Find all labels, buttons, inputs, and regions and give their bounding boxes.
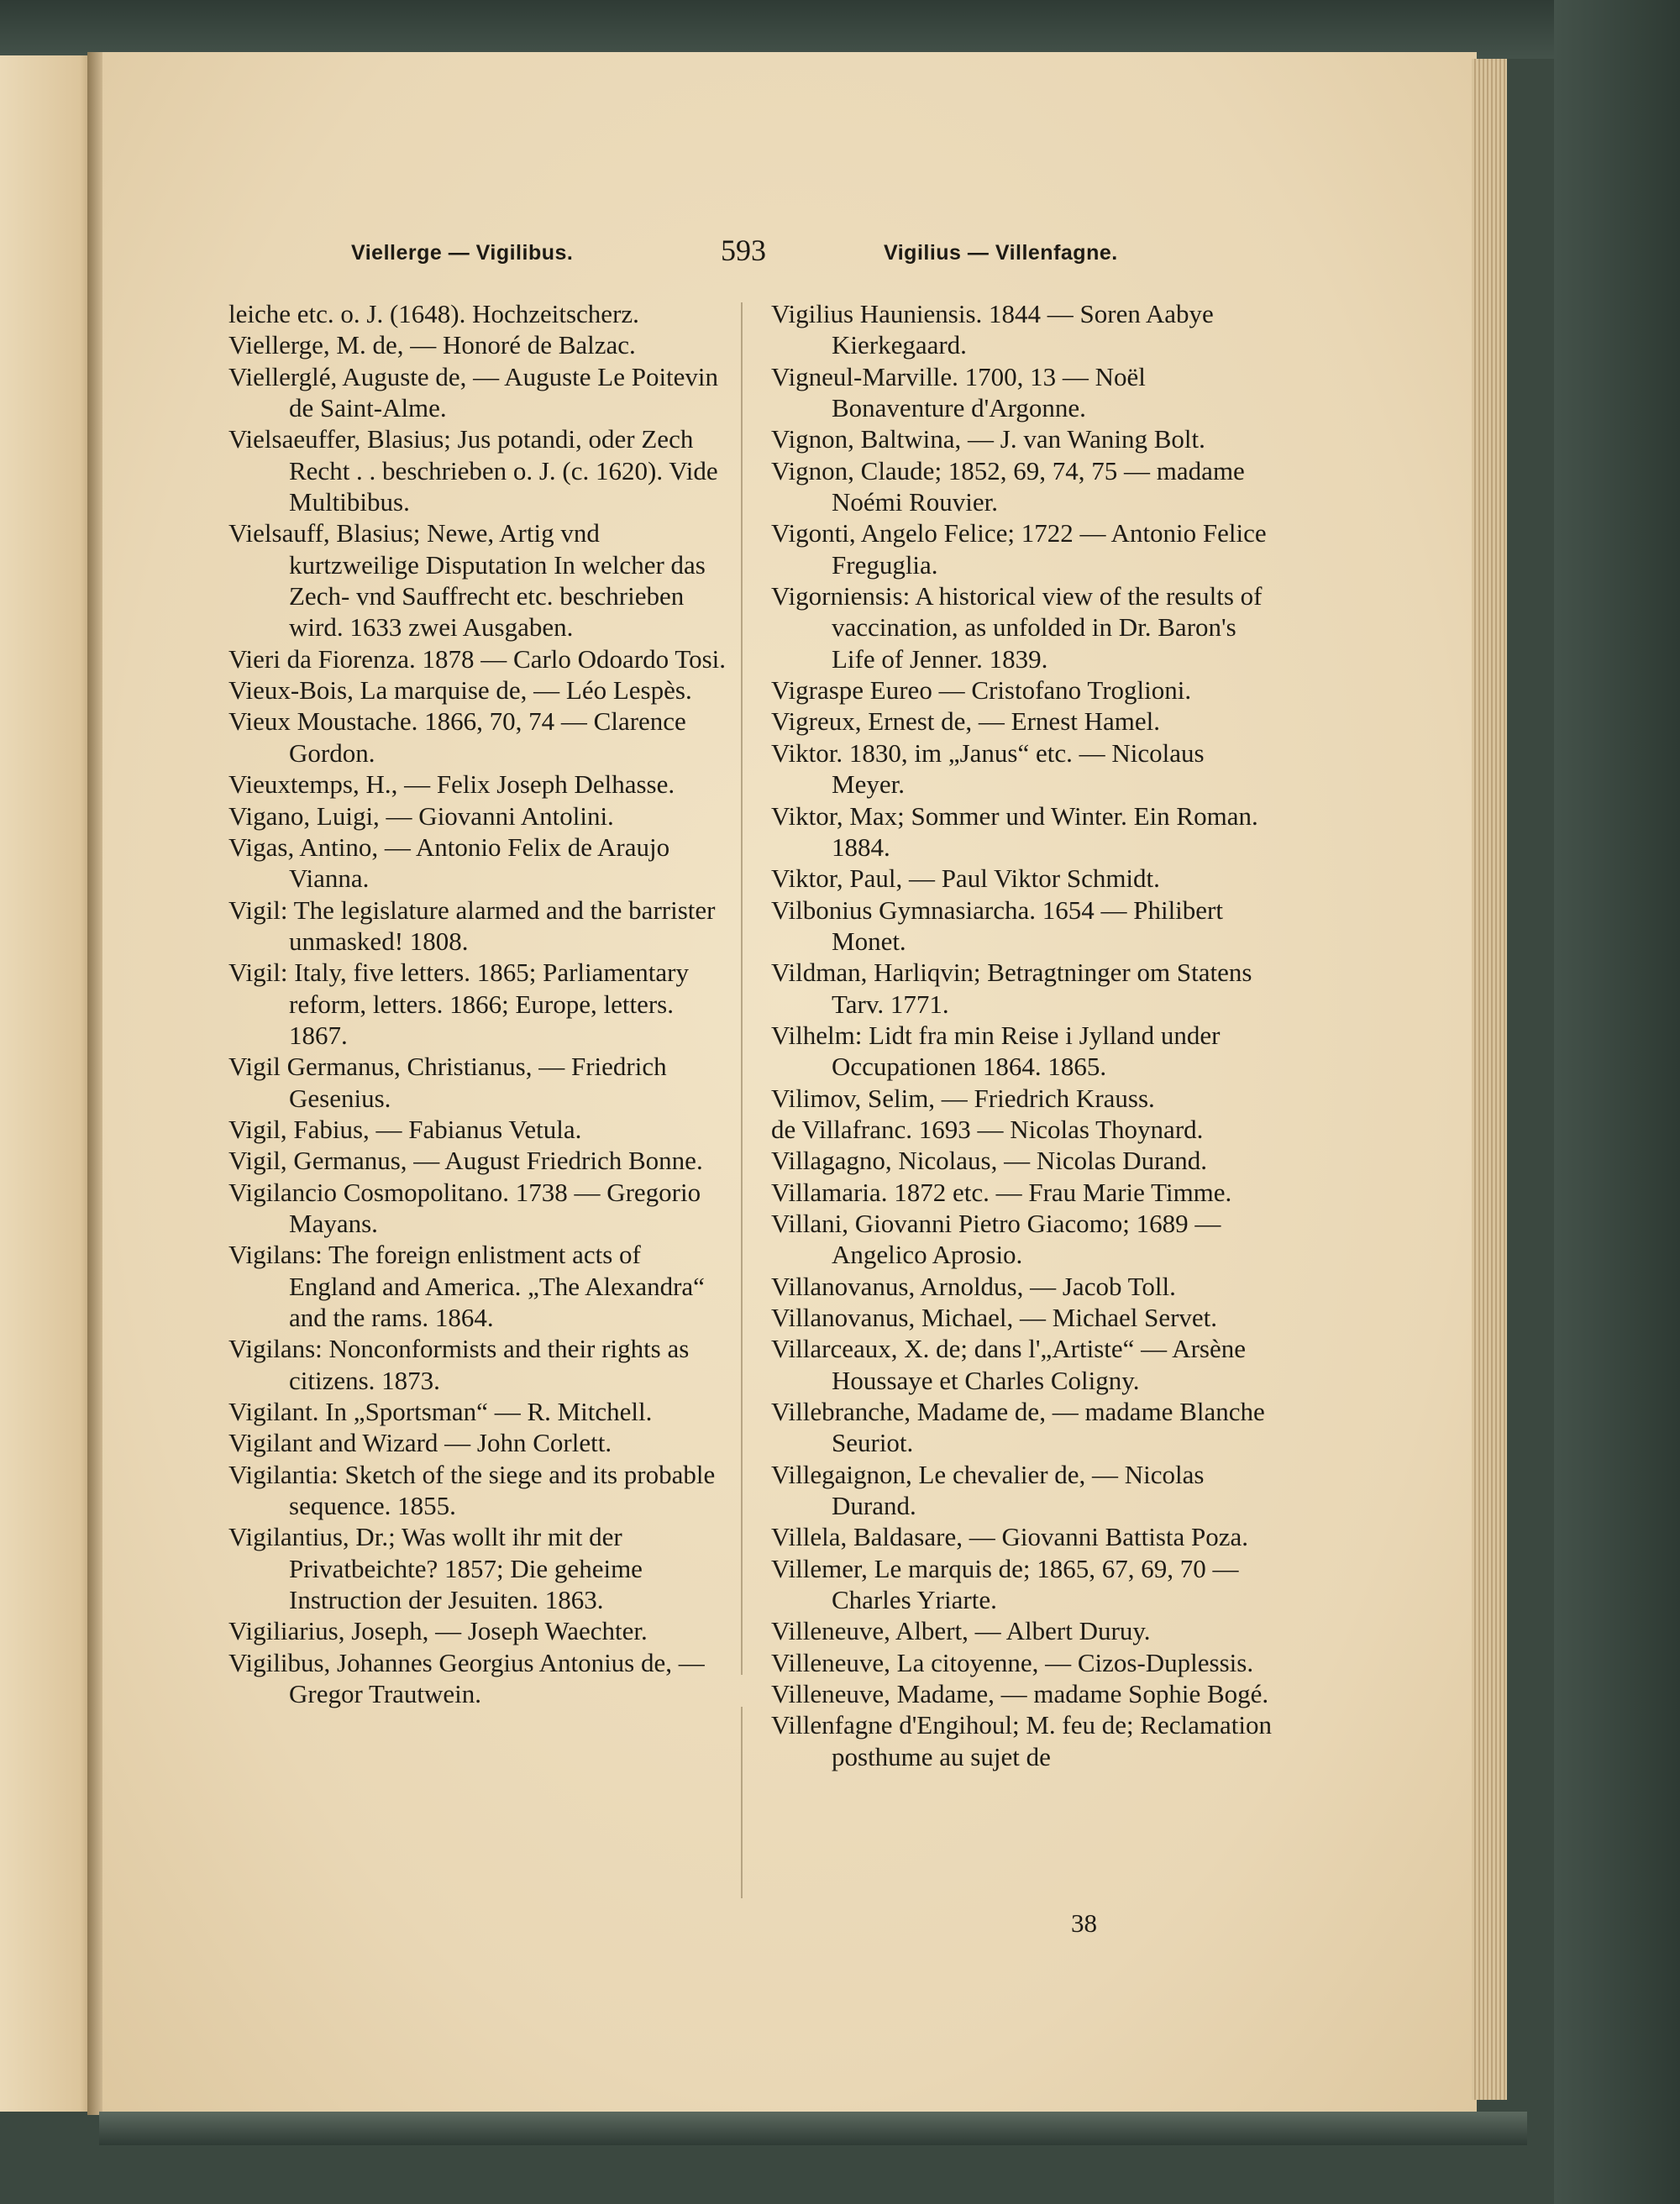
entry: Vigilantia: Sketch of the siege and its probable sequence. 1855. — [228, 1459, 716, 1521]
entry: Vigiliarius, Joseph, — Joseph Waechter. — [228, 1616, 648, 1646]
entry: Villebranche, Madame de, — madame Blanche Seuriot. — [771, 1397, 1265, 1458]
right-column — [771, 298, 1272, 1772]
book-cover-right — [1554, 0, 1680, 2204]
entry: Vilbonius Gymnasiarcha. 1654 — Philibert Monet. — [771, 895, 1223, 956]
entry: Villeneuve, Madame, — madame Sophie Bogé. — [771, 1679, 1269, 1709]
entry: Vigreux, Ernest de, — Ernest Hamel. — [771, 706, 1161, 737]
entry: Vildman, Harliqvin; Betragtninger om Statens Tarv. 1771. — [771, 958, 1252, 1019]
entry: Vigilancio Cosmopolitano. 1738 — Gregorio Mayans. — [228, 1177, 701, 1238]
entry: Villegaignon, Le chevalier de, — Nicolas Durand. — [771, 1459, 1205, 1521]
entry: Vigilant. In „Sportsman“ — R. Mitchell. — [228, 1397, 653, 1427]
entry: Villanovanus, Arnoldus, — Jacob Toll. — [771, 1271, 1176, 1301]
entry: Vilimov, Selim, — Friedrich Krauss. — [771, 1083, 1155, 1113]
entry: Vielsaeuffer, Blasius; Jus potandi, oder Zech Recht . . beschrieben o. J. (c. 1620). Vide Multibibus. — [228, 424, 718, 517]
entry: Villagagno, Nicolaus, — Nicolas Durand. — [771, 1146, 1207, 1176]
entry: Villemer, Le marquis de; 1865, 67, 69, 70 — Charles Yriarte. — [771, 1553, 1239, 1615]
entry: Vigilans: Nonconformists and their rights as citizens. 1873. — [228, 1334, 690, 1395]
entry: Villanovanus, Michael, — Michael Servet. — [771, 1303, 1218, 1332]
entry: Villenfagne d'Engihoul; M. feu de; Reclamation posthume au sujet de — [771, 1710, 1273, 1771]
column-rule — [741, 302, 743, 1898]
entry: Vigilibus, Johannes Georgius Antonius de, — Gregor Trautwein. — [228, 1647, 705, 1709]
entry: Villarceaux, X. de; dans l'„Artiste“ — Arsène Houssaye et Charles Coligny. — [771, 1334, 1246, 1395]
page-gutter — [87, 52, 102, 2115]
entry: Viktor, Paul, — Paul Viktor Schmidt. — [771, 863, 1160, 894]
entry: Vigorniensis: A historical view of the results of vaccination, as unfolded in Dr. Baron's Life of Jenner. 1839. — [771, 581, 1263, 674]
entry: Viellerglé, Auguste de, — Auguste Le Poitevin de Saint-Alme. — [228, 361, 719, 423]
entry: Vigil: Italy, five letters. 1865; Parliamentary reform, letters. 1866; Europe, letters. 1867. — [228, 958, 689, 1050]
entry: Vielsauff, Blasius; Newe, Artig vnd kurtzweilige Disputation In welcher das Zech- vnd Sauffrecht etc. beschrieben wird. 1633 zwei Ausgaben. — [228, 518, 706, 643]
entry: Vilhelm: Lidt fra min Reise i Jylland under Occupationen 1864. 1865. — [771, 1020, 1221, 1082]
entry: Vieuxtemps, H., — Felix Joseph Delhasse. — [228, 769, 675, 800]
book-cover-bottom — [99, 2112, 1527, 2145]
entry: Vieux-Bois, La marquise de, — Léo Lespès. — [228, 675, 692, 706]
entry: Vigneul-Marville. 1700, 13 — Noël Bonaventure d'Argonne. — [771, 361, 1146, 423]
entry: de Villafranc. 1693 — Nicolas Thoynard. — [771, 1114, 1204, 1144]
entry: Vigil, Germanus, — August Friedrich Bonne. — [228, 1146, 703, 1176]
entry: Vigil, Fabius, — Fabianus Vetula. — [228, 1114, 582, 1144]
entry: Vieri da Fiorenza. 1878 — Carlo Odoardo Tosi. — [228, 643, 727, 674]
entry: Vignon, Claude; 1852, 69, 74, 75 — madame Noémi Rouvier. — [771, 455, 1245, 517]
entry: Viktor, Max; Sommer und Winter. Ein Roman. 1884. — [771, 800, 1258, 862]
entry: Vigilans: The foreign enlistment acts of England and America. „The Alexandra“ and the rams. 1864. — [228, 1240, 705, 1332]
entry: Vignon, Baltwina, — J. van Waning Bolt. — [771, 424, 1205, 454]
entry: Villela, Baldasare, — Giovanni Battista Poza. — [771, 1522, 1249, 1552]
facing-page-edge — [0, 55, 94, 2112]
entry: Vigil: The legislature alarmed and the barrister unmasked! 1808. — [228, 895, 716, 956]
entry: Vigilantius, Dr.; Was wollt ihr mit der Privatbeichte? 1857; Die geheime Instruction der Jesuiten. 1863. — [228, 1522, 643, 1615]
entry: Vieux Moustache. 1866, 70, 74 — Clarence Gordon. — [228, 706, 686, 768]
entry: Vigilant and Wizard — John Corlett. — [228, 1428, 612, 1458]
running-head-left: Viellerge — Vigilibus. — [351, 241, 574, 265]
entry: Vigonti, Angelo Felice; 1722 — Antonio Felice Freguglia. — [771, 518, 1267, 580]
entry: Villeneuve, Albert, — Albert Duruy. — [771, 1616, 1151, 1646]
page-edges — [1472, 59, 1507, 2100]
entry: Villeneuve, La citoyenne, — Cizos-Duplessis. — [771, 1647, 1254, 1677]
entry: Vigano, Luigi, — Giovanni Antolini. — [228, 800, 614, 831]
entry: Vigas, Antino, — Antonio Felix de Araujo Vianna. — [228, 832, 670, 894]
entry: Vigil Germanus, Christianus, — Friedrich Gesenius. — [228, 1052, 667, 1113]
book-cover-top — [0, 0, 1680, 59]
entry: Vigilius Hauniensis. 1844 — Soren Aabye Kierkegaard. — [771, 299, 1214, 360]
entry: leiche etc. o. J. (1648). Hochzeitscherz. — [228, 299, 639, 328]
entry: Villani, Giovanni Pietro Giacomo; 1689 — Angelico Aprosio. — [771, 1208, 1221, 1270]
entry: Viktor. 1830, im „Janus“ etc. — Nicolaus Meyer. — [771, 737, 1205, 800]
signature-mark: 38 — [1071, 1908, 1097, 1938]
page-number: 593 — [721, 234, 766, 267]
entry: Villamaria. 1872 etc. — Frau Marie Timme. — [771, 1177, 1232, 1207]
entry: Viellerge, M. de, — Honoré de Balzac. — [228, 330, 636, 360]
entry: Vigraspe Eureo — Cristofano Troglioni. — [771, 675, 1192, 706]
left-column — [228, 298, 729, 1709]
running-head-right: Vigilius — Villenfagne. — [884, 241, 1118, 265]
